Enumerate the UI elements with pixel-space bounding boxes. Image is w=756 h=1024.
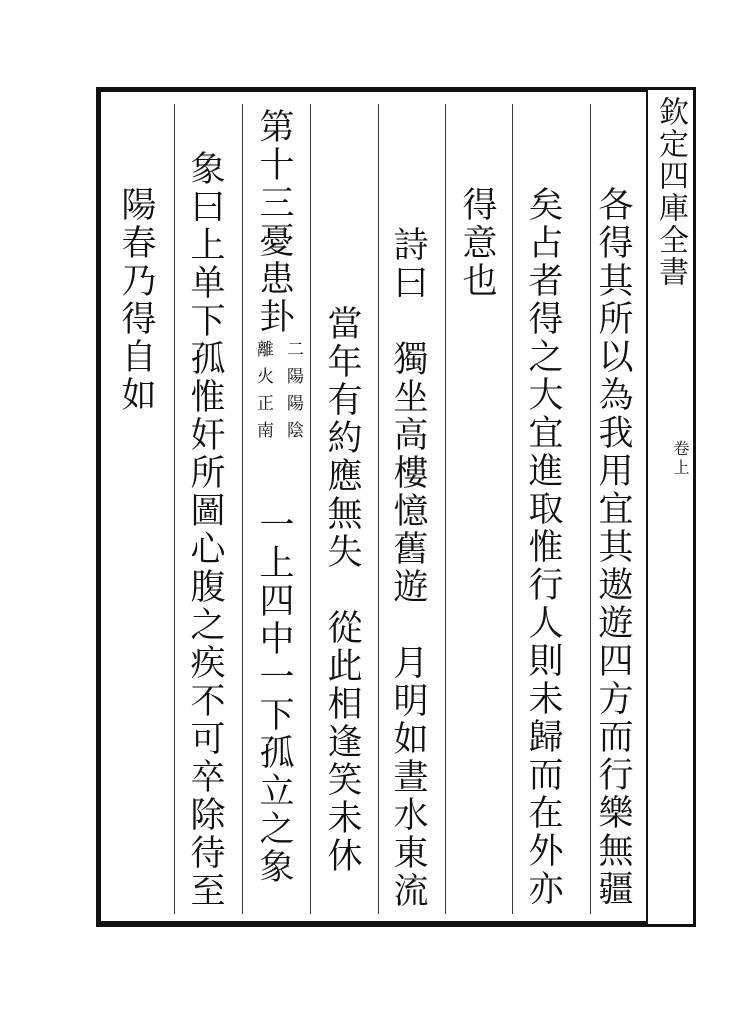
hexagram-note-right: 二陽陽陰 — [283, 340, 303, 448]
hexagram-description: 一上四中一下孤立之象 — [254, 506, 294, 886]
column-rule — [242, 104, 243, 914]
text-column-5: 當年有約應無失 從此相逢笑未休 — [322, 305, 362, 875]
column-rule — [590, 104, 591, 914]
column-rule — [512, 104, 513, 914]
text-column-2: 矣占者得之大宜進取惟行人則未歸而在外亦 — [523, 186, 563, 908]
text-column-7: 象曰上单下孤惟奸所圖心腹之疾不可卒除待至 — [185, 150, 225, 910]
book-title: 欽定四庫全書 — [653, 96, 688, 288]
text-column-4: 詩曰 獨坐高樓憶舊遊 月明如晝水東流 — [388, 226, 428, 910]
text-column-8: 陽春乃得自如 — [116, 186, 156, 414]
volume-label: 卷上 — [671, 440, 690, 478]
column-rule — [378, 104, 379, 914]
hexagram-note-left: 離火正南 — [253, 340, 273, 448]
text-column-3: 得意也 — [457, 186, 497, 300]
text-column-1: 各得其所以為我用宜其遨遊四方而行樂無疆 — [593, 186, 633, 908]
column-rule — [310, 104, 311, 914]
column-rule — [445, 104, 446, 914]
hexagram-title: 第十三憂患卦 — [254, 108, 294, 336]
column-rule — [174, 104, 175, 914]
page-frame — [96, 87, 646, 927]
